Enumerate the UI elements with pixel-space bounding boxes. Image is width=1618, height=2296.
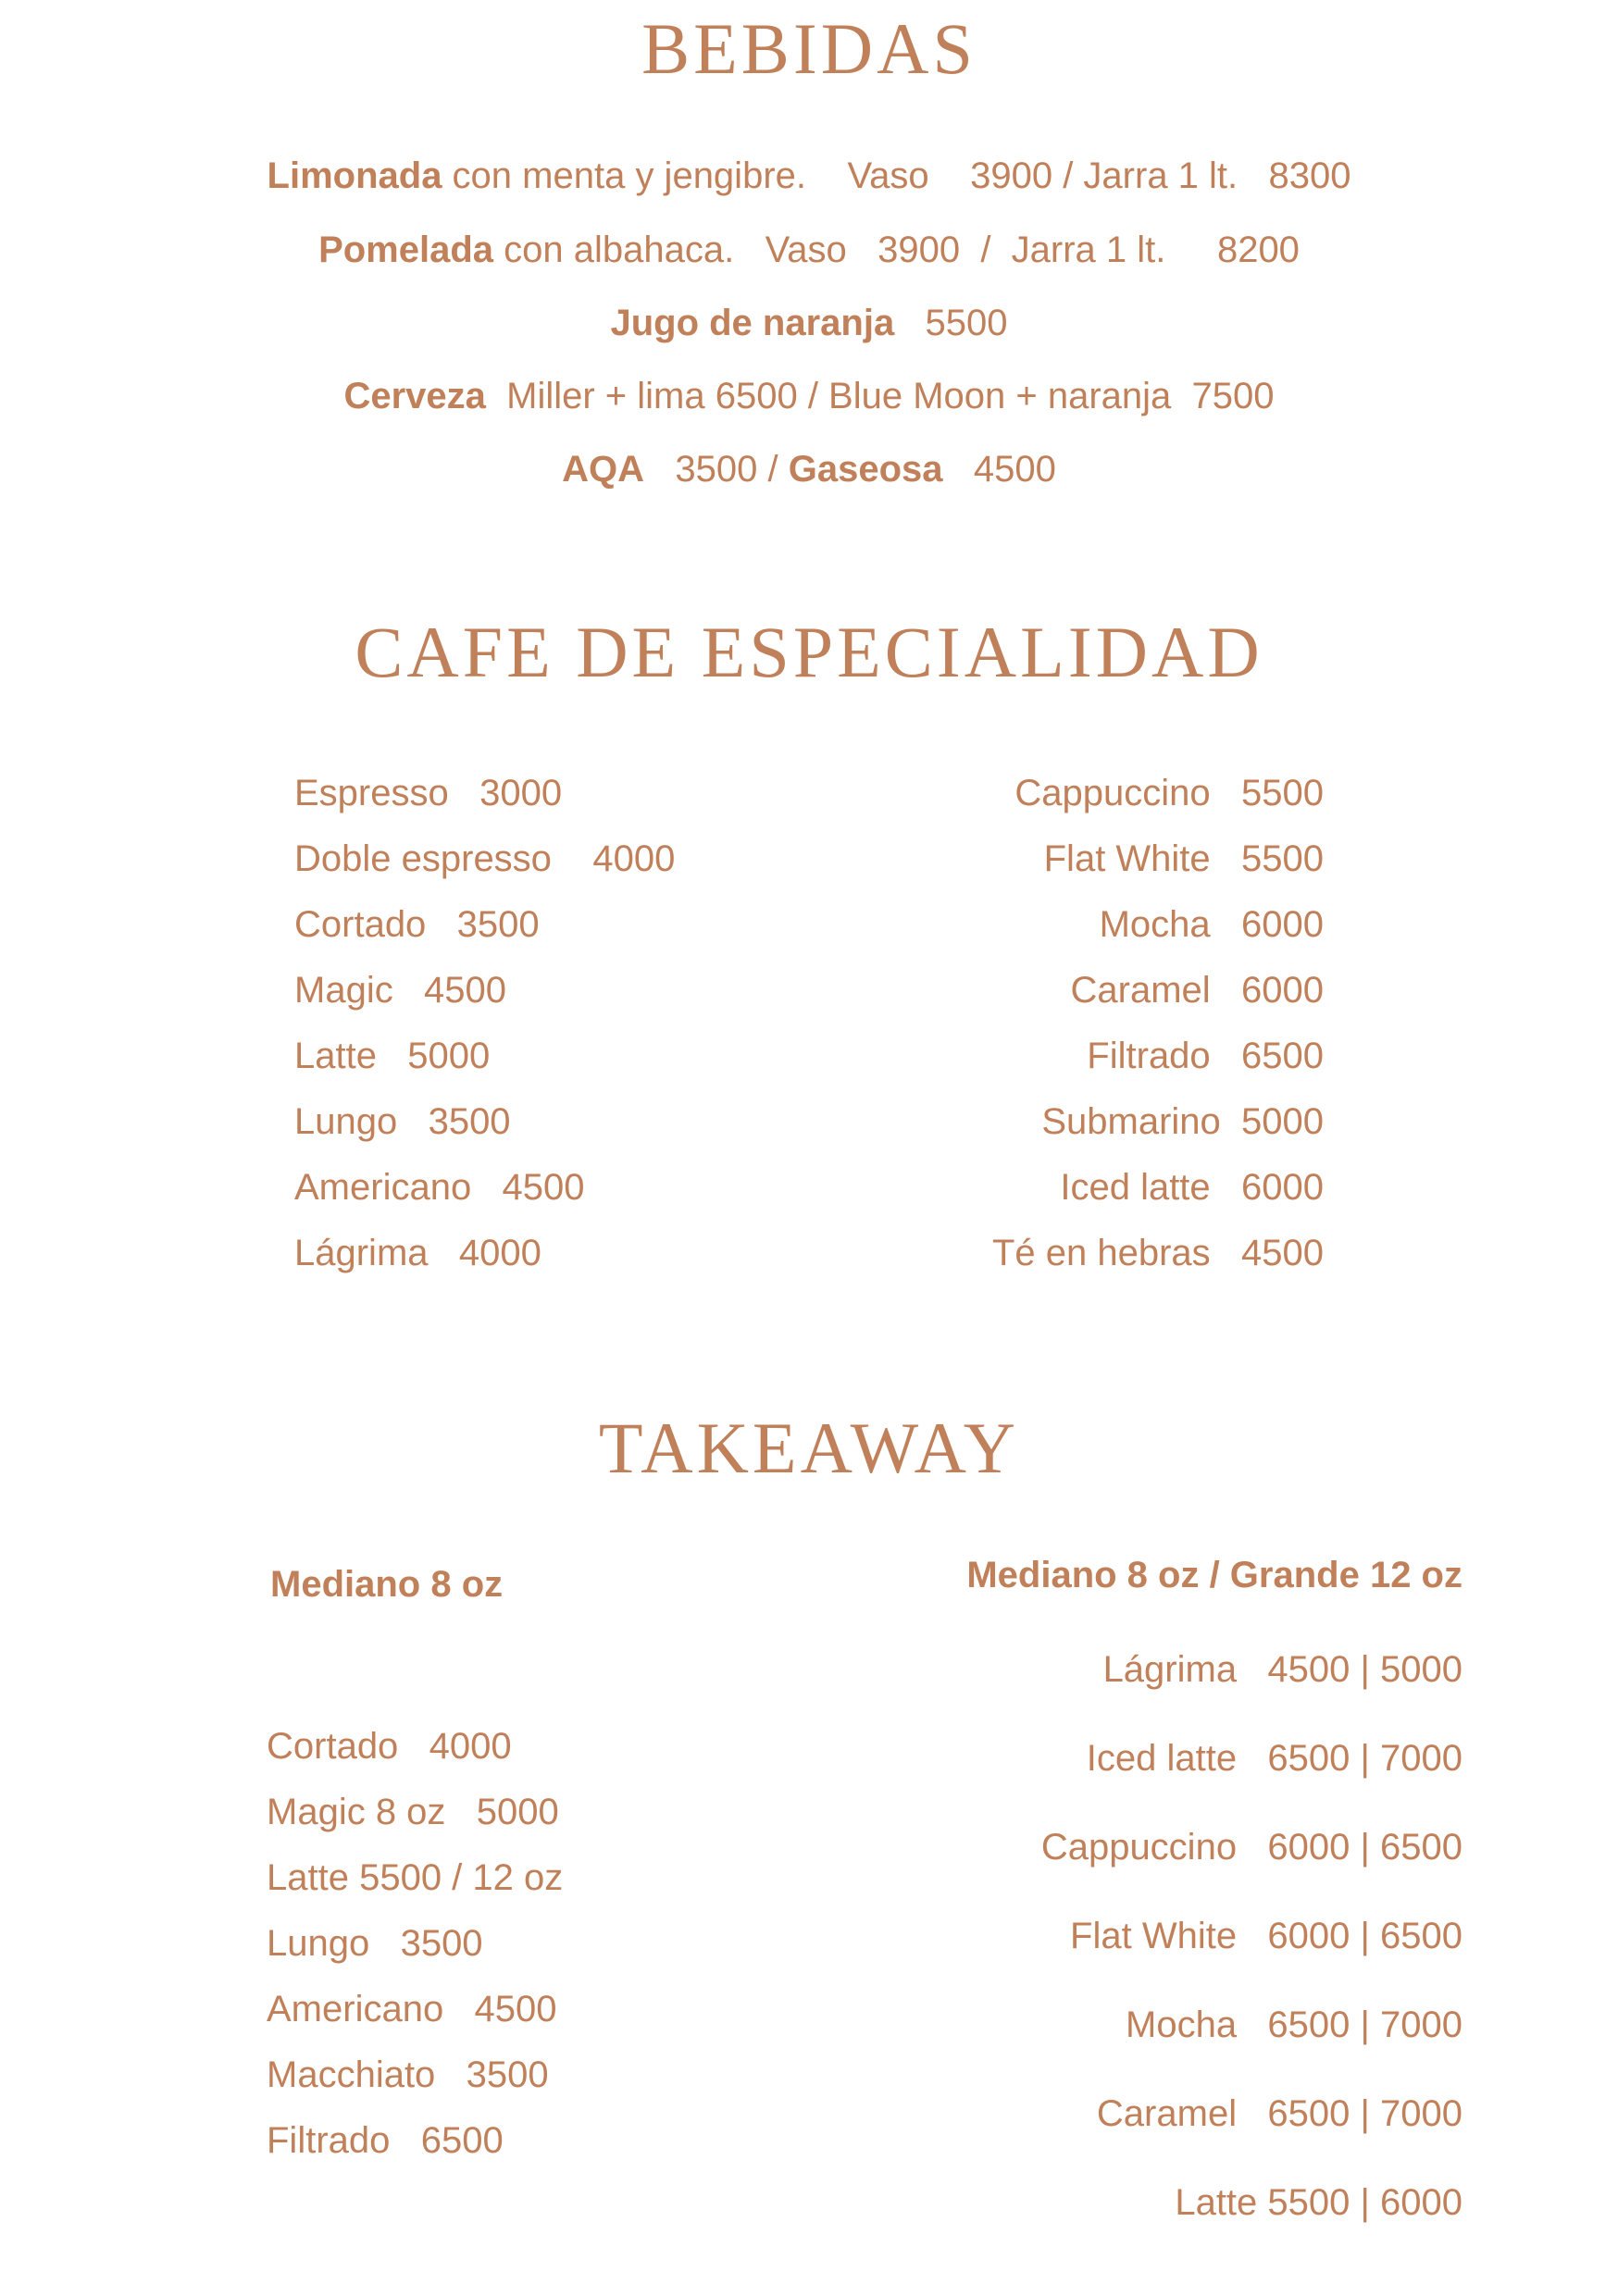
menu-item: Cortado 3500 (294, 904, 540, 945)
bebida-detail: con menta y jengibre. Vaso 3900 / Jarra 1 lt. 8300 (442, 155, 1351, 196)
takeaway-right-header: Mediano 8 oz / Grande 12 oz (966, 1555, 1462, 1595)
bebida-line (0, 155, 1618, 197)
menu-item: Magic 4500 (294, 970, 507, 1011)
menu-item: Cappuccino 5500 (1014, 773, 1324, 813)
takeaway-left-header: Mediano 8 oz (270, 1564, 504, 1605)
menu-item: Macchiato 3500 (267, 2054, 549, 2095)
menu-item: Flat White 6000 | 6500 (1070, 1916, 1462, 1956)
menu-item: Iced latte 6500 | 7000 (1086, 1738, 1462, 1779)
menu-item: Espresso 3000 (294, 773, 563, 813)
bebida-line (0, 449, 1618, 490)
menu-item: Mocha 6000 (1099, 904, 1324, 945)
menu-item: Filtrado 6500 (267, 2120, 504, 2161)
menu-item: Filtrado 6500 (1087, 1036, 1324, 1076)
menu-item: Latte 5500 / 12 oz (267, 1857, 564, 1898)
bebida-detail: con albahaca. Vaso 3900 / Jarra 1 lt. 8200 (493, 230, 1300, 270)
menu-item: Caramel 6500 | 7000 (1096, 2093, 1462, 2134)
menu-item: Magic 8 oz 5000 (267, 1792, 559, 1832)
bebidas-title: BEBIDAS (641, 8, 977, 89)
bebida-detail: 5500 (894, 303, 1008, 343)
bebida-line (0, 230, 1618, 271)
bebida-line (0, 303, 1618, 344)
bebida-name: Limonada (267, 155, 442, 196)
bebida-detail: 3500 / (644, 449, 789, 490)
menu-item: Té en hebras 4500 (991, 1233, 1324, 1273)
takeaway-title: TAKEAWAY (598, 1408, 1020, 1488)
bebida-name: AQA (562, 449, 645, 490)
menu-item: Iced latte 6000 (1060, 1167, 1324, 1208)
menu-item: Doble espresso 4000 (294, 838, 676, 879)
menu-item: Lágrima 4000 (294, 1233, 541, 1273)
menu-item: Latte 5000 (294, 1036, 491, 1076)
menu-item: Americano 4500 (294, 1167, 585, 1208)
bebida-name: Gaseosa (788, 449, 943, 490)
menu-item: Submarino 5000 (1041, 1101, 1324, 1142)
bebida-name: Cerveza (343, 376, 486, 416)
menu-item: Flat White 5500 (1043, 838, 1324, 879)
menu-item: Lágrima 4500 | 5000 (1102, 1649, 1462, 1690)
bebida-detail: 4500 (942, 449, 1056, 490)
menu-item: Cortado 4000 (267, 1726, 512, 1767)
menu-item: Lungo 3500 (294, 1101, 511, 1142)
bebida-name: Jugo de naranja (610, 303, 895, 343)
bebida-name: Pomelada (318, 230, 494, 270)
bebida-detail: Miller + lima 6500 / Blue Moon + naranja 7500 (485, 376, 1275, 416)
bebida-line (0, 376, 1618, 417)
cafe-title: CAFE DE ESPECIALIDAD (355, 612, 1263, 692)
menu-item: Lungo 3500 (267, 1923, 483, 1964)
menu-item: Caramel 6000 (1070, 970, 1324, 1011)
menu-item: Mocha 6500 | 7000 (1126, 2004, 1462, 2045)
menu-item: Cappuccino 6000 | 6500 (1040, 1827, 1462, 1868)
menu-item: Americano 4500 (267, 1989, 557, 2029)
menu-item: Latte 5500 | 6000 (1175, 2182, 1462, 2223)
